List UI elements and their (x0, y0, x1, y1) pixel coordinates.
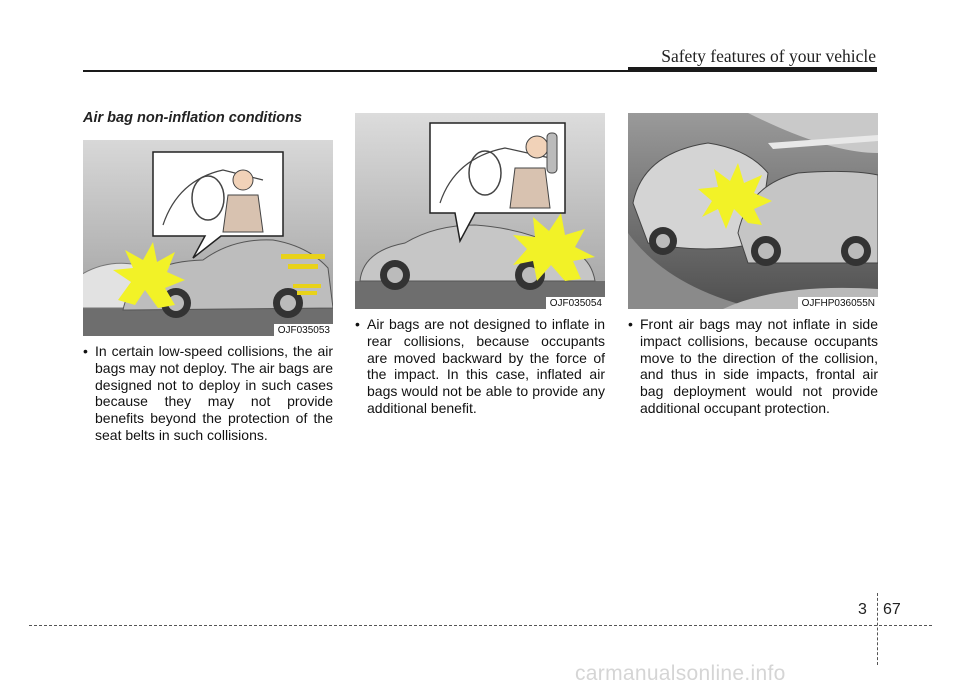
page-header-title: Safety features of your vehicle (661, 46, 876, 66)
rear-collision-illustration (355, 113, 605, 309)
section-heading: Air bag non-inflation conditions (83, 110, 303, 126)
bullet-text: Front air bags may not inflate in side impact collisions, because occupants move to the direction of the collision, and thus in side impacts, frontal air bag deployment would not provide additional occupant protection. (640, 316, 878, 416)
bullet-rear-collision (355, 316, 605, 417)
bullet-marker: • (83, 343, 88, 359)
footer-rule (29, 625, 932, 626)
header-rule-accent (628, 67, 877, 72)
footer-divider (877, 593, 878, 665)
bullet-marker: • (355, 316, 360, 332)
figure-low-speed-collision (83, 140, 333, 336)
bullet-marker: • (628, 316, 633, 332)
bullet-side-impact (628, 316, 878, 417)
figure-rear-collision (355, 113, 605, 309)
bullet-low-speed (83, 343, 333, 444)
figure-side-impact (628, 113, 878, 309)
watermark-link[interactable]: carmanualsonline.info (575, 662, 786, 685)
figure-code: OJFHP036055N (798, 297, 878, 309)
chapter-number: 3 (858, 601, 867, 618)
bullet-text: Air bags are not designed to inflate in rear collisions, because occupants are moved backward by the force of the impact. In this case, inflated air bags would not be able to provide any additional benefit. (367, 316, 605, 416)
low-speed-collision-illustration (83, 140, 333, 336)
figure-code: OJF035054 (546, 297, 605, 309)
side-impact-illustration (628, 113, 878, 309)
figure-code: OJF035053 (274, 324, 333, 336)
page-number: 67 (883, 601, 901, 618)
bullet-text: In certain low-speed collisions, the air bags may not deploy. The air bags are designed not to deploy in such cases because they may not provide benefits beyond the protection of the seat belts in such collisions. (95, 343, 333, 443)
